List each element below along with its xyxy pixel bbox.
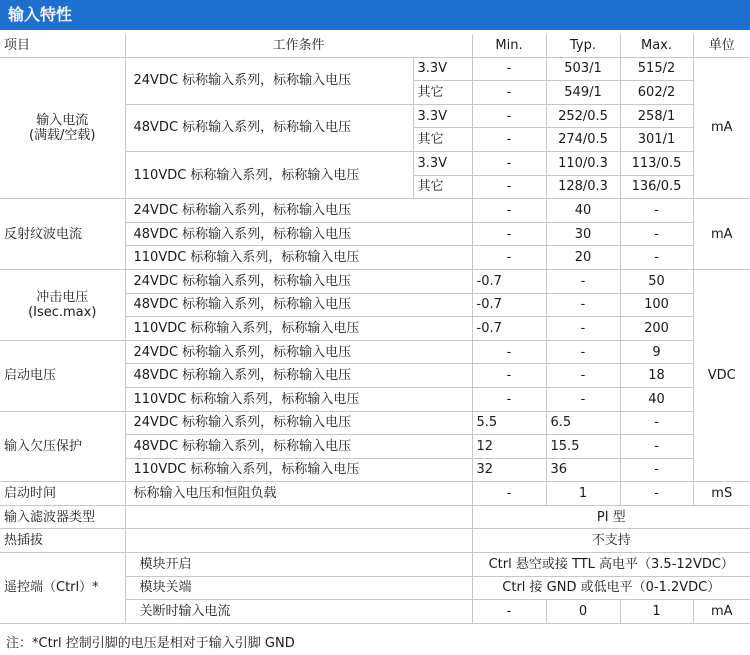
min-cell: - bbox=[472, 246, 546, 270]
sub-condition-cell: 其它 bbox=[413, 175, 472, 199]
unit-cell: mA bbox=[693, 199, 750, 270]
min-cell: - bbox=[472, 57, 546, 81]
item-input-current bbox=[0, 57, 125, 199]
condition-cell: 24VDC 标称输入系列，标称输入电压 bbox=[125, 340, 472, 364]
table-row bbox=[0, 553, 750, 577]
header-item: 项目 bbox=[0, 34, 125, 57]
condition-cell: 48VDC 标称输入系列，标称输入电压 bbox=[125, 293, 472, 317]
sub-condition-cell: 3.3V bbox=[413, 151, 472, 175]
item-hot-plug: 热插拔 bbox=[0, 529, 125, 553]
max-cell: 200 bbox=[620, 317, 693, 341]
item-remote-control: 遥控端（Ctrl）* bbox=[0, 553, 125, 624]
value-cell: Ctrl 接 GND 或低电平（0-1.2VDC） bbox=[472, 576, 750, 600]
condition-cell: 48VDC 标称输入系列，标称输入电压 bbox=[125, 435, 472, 459]
section-title: 输入特性 bbox=[8, 5, 73, 24]
min-cell: - bbox=[472, 151, 546, 175]
condition-cell: 110VDC 标称输入系列，标称输入电压 bbox=[125, 151, 413, 198]
condition-cell: 110VDC 标称输入系列，标称输入电压 bbox=[125, 317, 472, 341]
condition-cell: 110VDC 标称输入系列，标称输入电压 bbox=[125, 246, 472, 270]
min-cell: - bbox=[472, 600, 546, 624]
typ-cell: 252/0.5 bbox=[546, 104, 620, 128]
max-cell: 9 bbox=[620, 340, 693, 364]
min-cell: 12 bbox=[472, 435, 546, 459]
min-cell: 32 bbox=[472, 458, 546, 482]
max-cell: - bbox=[620, 482, 693, 506]
condition-cell: 关断时输入电流 bbox=[125, 600, 472, 624]
typ-cell: 503/1 bbox=[546, 57, 620, 81]
item-startup-time: 启动时间 bbox=[0, 482, 125, 506]
min-cell: - bbox=[472, 104, 546, 128]
min-cell: -0.7 bbox=[472, 317, 546, 341]
min-cell: 5.5 bbox=[472, 411, 546, 435]
typ-cell: 30 bbox=[546, 222, 620, 246]
max-cell: - bbox=[620, 246, 693, 270]
table-row bbox=[0, 199, 750, 223]
table-header-row bbox=[0, 34, 750, 57]
typ-cell: 549/1 bbox=[546, 81, 620, 105]
table-row bbox=[0, 505, 750, 529]
typ-cell: 128/0.3 bbox=[546, 175, 620, 199]
table-row bbox=[0, 57, 750, 81]
section-title-bar bbox=[0, 0, 750, 30]
condition-cell: 48VDC 标称输入系列，标称输入电压 bbox=[125, 104, 413, 151]
condition-cell: 模块开启 bbox=[125, 553, 472, 577]
item-surge-voltage bbox=[0, 269, 125, 340]
item-label-sub: (满载/空载) bbox=[28, 127, 96, 143]
condition-cell bbox=[125, 529, 472, 553]
max-cell: 602/2 bbox=[620, 81, 693, 105]
item-startup-voltage: 启动电压 bbox=[0, 340, 125, 411]
typ-cell: 274/0.5 bbox=[546, 128, 620, 152]
max-cell: - bbox=[620, 411, 693, 435]
item-filter-type: 输入滤波器类型 bbox=[0, 505, 125, 529]
typ-cell: - bbox=[546, 269, 620, 293]
condition-cell: 48VDC 标称输入系列，标称输入电压 bbox=[125, 364, 472, 388]
typ-cell: - bbox=[546, 364, 620, 388]
table-row bbox=[0, 482, 750, 506]
condition-cell: 48VDC 标称输入系列，标称输入电压 bbox=[125, 222, 472, 246]
item-label-sub: (Isec.max) bbox=[28, 304, 97, 320]
typ-cell: 36 bbox=[546, 458, 620, 482]
header-min: Min. bbox=[472, 34, 546, 57]
min-cell: - bbox=[472, 387, 546, 411]
typ-cell: 1 bbox=[546, 482, 620, 506]
typ-cell: - bbox=[546, 340, 620, 364]
max-cell: 1 bbox=[620, 600, 693, 624]
header-typ: Typ. bbox=[546, 34, 620, 57]
max-cell: - bbox=[620, 458, 693, 482]
unit-cell: mA bbox=[693, 600, 750, 624]
unit-cell: mS bbox=[693, 482, 750, 506]
max-cell: 301/1 bbox=[620, 128, 693, 152]
table-row bbox=[0, 411, 750, 435]
header-max: Max. bbox=[620, 34, 693, 57]
table-row bbox=[0, 529, 750, 553]
input-characteristics-table bbox=[0, 34, 750, 624]
min-cell: -0.7 bbox=[472, 293, 546, 317]
item-ripple-current: 反射纹波电流 bbox=[0, 199, 125, 270]
item-undervoltage-protection: 输入欠压保护 bbox=[0, 411, 125, 482]
sub-condition-cell: 其它 bbox=[413, 128, 472, 152]
unit-cell: mA bbox=[693, 57, 750, 199]
header-condition: 工作条件 bbox=[125, 34, 472, 57]
header-unit: 单位 bbox=[693, 34, 750, 57]
max-cell: - bbox=[620, 222, 693, 246]
max-cell: 18 bbox=[620, 364, 693, 388]
value-cell: PI 型 bbox=[472, 505, 750, 529]
min-cell: - bbox=[472, 482, 546, 506]
sub-condition-cell: 其它 bbox=[413, 81, 472, 105]
unit-cell: VDC bbox=[693, 269, 750, 481]
max-cell: 40 bbox=[620, 387, 693, 411]
max-cell: 50 bbox=[620, 269, 693, 293]
value-cell: 不支持 bbox=[472, 529, 750, 553]
typ-cell: - bbox=[546, 317, 620, 341]
max-cell: - bbox=[620, 435, 693, 459]
max-cell: 100 bbox=[620, 293, 693, 317]
condition-cell: 24VDC 标称输入系列，标称输入电压 bbox=[125, 199, 472, 223]
typ-cell: 20 bbox=[546, 246, 620, 270]
table-row bbox=[0, 340, 750, 364]
typ-cell: 6.5 bbox=[546, 411, 620, 435]
typ-cell: 40 bbox=[546, 199, 620, 223]
min-cell: - bbox=[472, 222, 546, 246]
max-cell: 258/1 bbox=[620, 104, 693, 128]
typ-cell: - bbox=[546, 387, 620, 411]
min-cell: - bbox=[472, 364, 546, 388]
min-cell: - bbox=[472, 199, 546, 223]
typ-cell: 0 bbox=[546, 600, 620, 624]
typ-cell: - bbox=[546, 293, 620, 317]
min-cell: - bbox=[472, 128, 546, 152]
item-label: 冲击电压 bbox=[36, 289, 89, 305]
max-cell: - bbox=[620, 199, 693, 223]
condition-cell: 标称输入电压和恒阻负载 bbox=[125, 482, 472, 506]
condition-cell: 110VDC 标称输入系列，标称输入电压 bbox=[125, 458, 472, 482]
condition-cell: 模块关端 bbox=[125, 576, 472, 600]
typ-cell: 110/0.3 bbox=[546, 151, 620, 175]
item-label: 输入电流 bbox=[36, 112, 89, 128]
table-row bbox=[0, 269, 750, 293]
max-cell: 113/0.5 bbox=[620, 151, 693, 175]
condition-cell: 24VDC 标称输入系列，标称输入电压 bbox=[125, 57, 413, 104]
condition-cell: 24VDC 标称输入系列，标称输入电压 bbox=[125, 411, 472, 435]
typ-cell: 15.5 bbox=[546, 435, 620, 459]
value-cell: Ctrl 悬空或接 TTL 高电平（3.5-12VDC） bbox=[472, 553, 750, 577]
min-cell: - bbox=[472, 81, 546, 105]
condition-cell: 24VDC 标称输入系列，标称输入电压 bbox=[125, 269, 472, 293]
condition-cell bbox=[125, 505, 472, 529]
min-cell: - bbox=[472, 175, 546, 199]
sub-condition-cell: 3.3V bbox=[413, 57, 472, 81]
max-cell: 136/0.5 bbox=[620, 175, 693, 199]
condition-cell: 110VDC 标称输入系列，标称输入电压 bbox=[125, 387, 472, 411]
sub-condition-cell: 3.3V bbox=[413, 104, 472, 128]
min-cell: -0.7 bbox=[472, 269, 546, 293]
min-cell: - bbox=[472, 340, 546, 364]
footnote: 注：*Ctrl 控制引脚的电压是相对于输入引脚 GND bbox=[6, 636, 295, 651]
max-cell: 515/2 bbox=[620, 57, 693, 81]
